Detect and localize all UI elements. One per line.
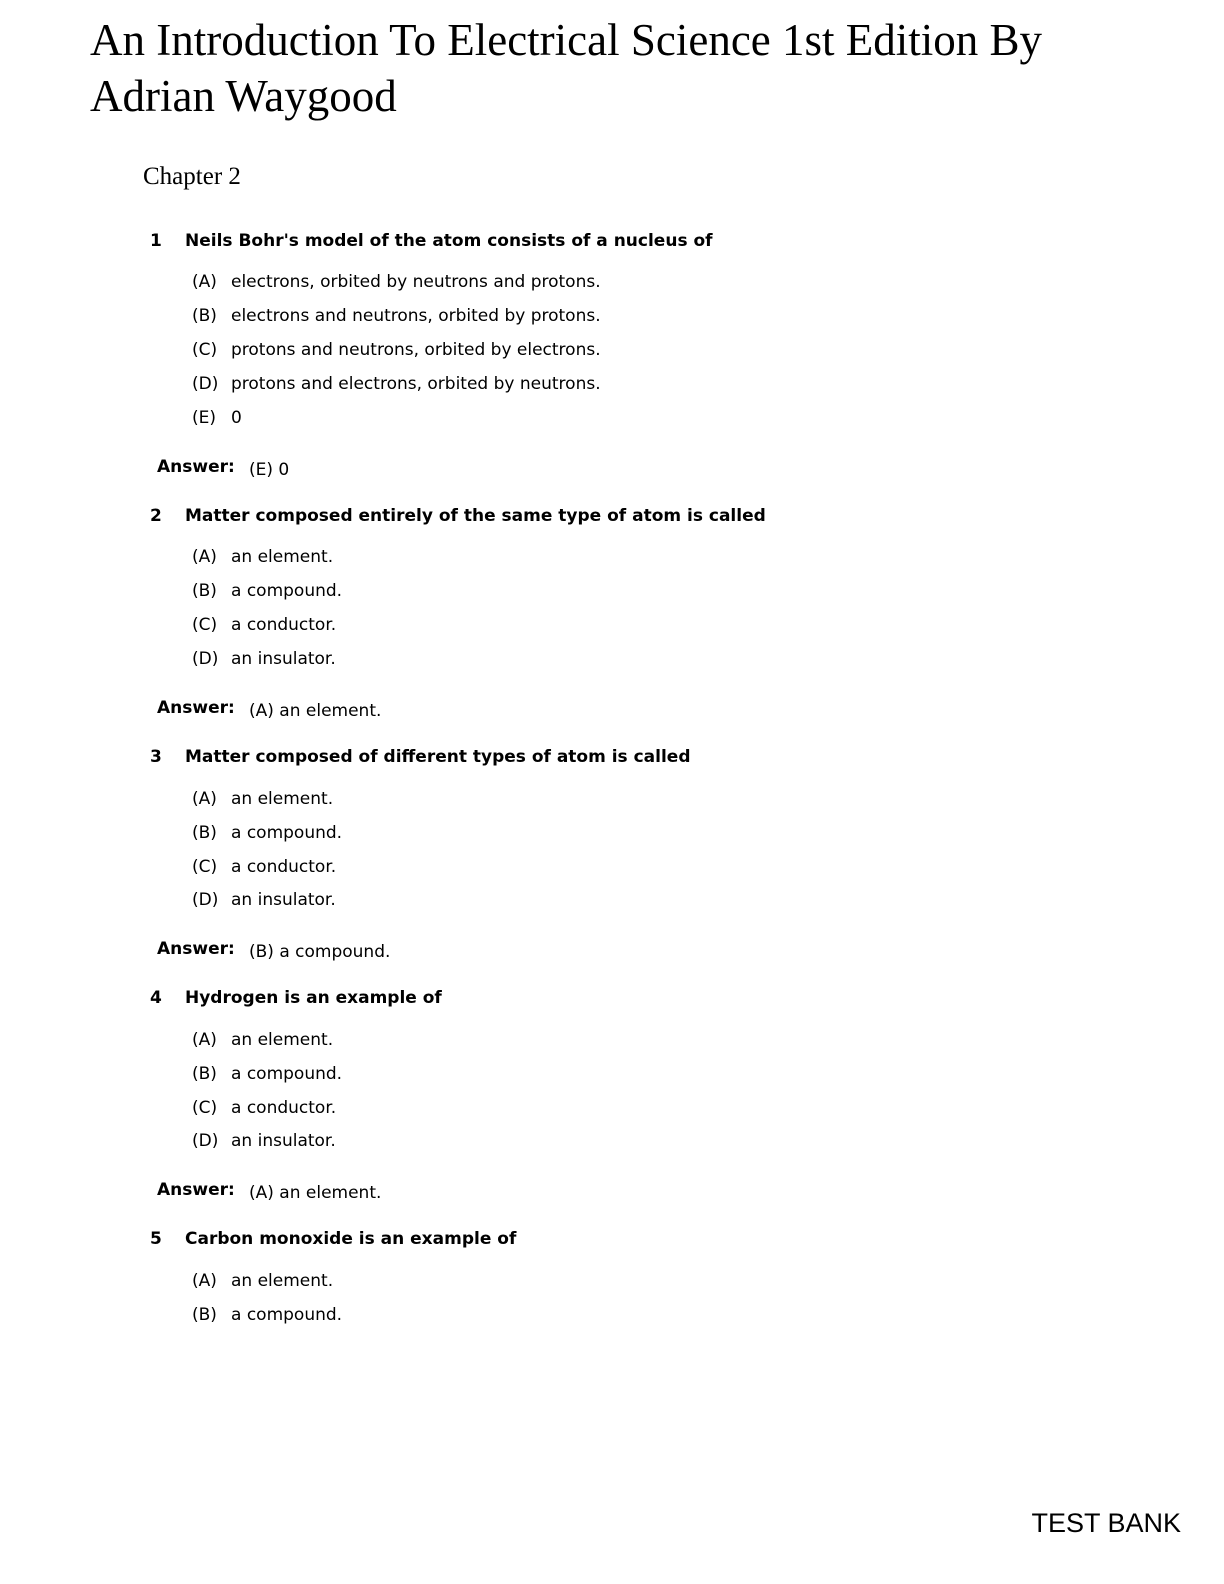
option-text: protons and neutrons, orbited by electrons. <box>231 340 601 360</box>
option-text: an insulator. <box>231 890 336 910</box>
option-text: protons and electrons, orbited by neutrons. <box>231 374 601 394</box>
option-text: electrons, orbited by neutrons and protons. <box>231 272 601 292</box>
footer-label: TEST BANK <box>1031 1508 1181 1538</box>
option-text: a compound. <box>231 581 343 601</box>
option-text: an insulator. <box>231 649 336 669</box>
answer-text: (A) an element. <box>249 1183 382 1203</box>
question-text: Hydrogen is an example of <box>185 988 442 1008</box>
answer-1 <box>157 456 289 478</box>
option-text: an insulator. <box>231 1131 336 1151</box>
option-text: an element. <box>231 1271 334 1291</box>
option-letter: (B) <box>192 1064 217 1084</box>
option-letter: (C) <box>192 857 218 877</box>
answer-text: (A) an element. <box>249 701 382 721</box>
option-text: a compound. <box>231 823 343 843</box>
option-letter: (C) <box>192 615 218 635</box>
option-letter: (A) <box>192 789 217 809</box>
question-number: 4 <box>150 988 162 1008</box>
answer-label: Answer: <box>157 939 235 959</box>
option-letter: (D) <box>192 890 219 910</box>
answer-3 <box>157 938 390 960</box>
question-text: Carbon monoxide is an example of <box>185 1229 517 1249</box>
option-letter: (B) <box>192 823 217 843</box>
question-number: 3 <box>150 747 162 767</box>
option-3b <box>192 822 342 844</box>
question-text: Matter composed of different types of atom is called <box>185 747 691 767</box>
question-number: 1 <box>150 231 162 251</box>
option-4c <box>192 1097 336 1119</box>
option-text: a compound. <box>231 1064 343 1084</box>
question-2 <box>150 505 766 527</box>
option-2c <box>192 614 336 636</box>
option-text: a conductor. <box>231 615 337 635</box>
option-letter: (D) <box>192 1131 219 1151</box>
answer-4 <box>157 1179 381 1201</box>
question-text: Matter composed entirely of the same type of atom is called <box>185 506 766 526</box>
answer-text: (E) 0 <box>249 460 290 480</box>
question-number: 2 <box>150 506 162 526</box>
answer-2 <box>157 697 381 719</box>
answer-label: Answer: <box>157 457 235 477</box>
option-text: an element. <box>231 1030 334 1050</box>
option-letter: (E) <box>192 408 217 428</box>
option-text: an element. <box>231 547 334 567</box>
option-3a <box>192 788 333 810</box>
option-2a <box>192 546 333 568</box>
question-number: 5 <box>150 1229 162 1249</box>
option-4b <box>192 1063 342 1085</box>
option-3d <box>192 889 336 911</box>
option-letter: (B) <box>192 306 217 326</box>
option-letter: (D) <box>192 649 219 669</box>
option-letter: (A) <box>192 1271 217 1291</box>
option-text: electrons and neutrons, orbited by protons. <box>231 306 601 326</box>
option-1a <box>192 271 601 293</box>
option-4a <box>192 1029 333 1051</box>
answer-label: Answer: <box>157 1180 235 1200</box>
option-1d <box>192 373 601 395</box>
option-text: an element. <box>231 789 334 809</box>
option-letter: (A) <box>192 1030 217 1050</box>
option-1c <box>192 339 601 361</box>
answer-label: Answer: <box>157 698 235 718</box>
option-text: a conductor. <box>231 857 337 877</box>
option-4d <box>192 1130 336 1152</box>
option-5a <box>192 1270 333 1292</box>
option-letter: (A) <box>192 272 217 292</box>
option-text: 0 <box>231 408 242 428</box>
option-text: a conductor. <box>231 1098 337 1118</box>
option-letter: (B) <box>192 581 217 601</box>
question-text: Neils Bohr's model of the atom consists of a nucleus of <box>185 231 713 251</box>
document-title: An Introduction To Electrical Science 1st Edition By Adrian Waygood <box>90 15 1043 121</box>
question-1 <box>150 230 713 252</box>
option-text: a compound. <box>231 1305 343 1325</box>
question-5 <box>150 1228 516 1250</box>
option-2d <box>192 648 336 670</box>
answer-text: (B) a compound. <box>249 942 391 962</box>
option-1b <box>192 305 601 327</box>
option-3c <box>192 856 336 878</box>
option-letter: (C) <box>192 1098 218 1118</box>
option-letter: (A) <box>192 547 217 567</box>
option-1e <box>192 407 242 429</box>
option-letter: (C) <box>192 340 218 360</box>
chapter-heading: Chapter 2 <box>143 163 241 190</box>
option-5b <box>192 1304 342 1326</box>
option-letter: (D) <box>192 374 219 394</box>
question-4 <box>150 987 442 1009</box>
question-3 <box>150 746 691 768</box>
option-letter: (B) <box>192 1305 217 1325</box>
option-2b <box>192 580 342 602</box>
